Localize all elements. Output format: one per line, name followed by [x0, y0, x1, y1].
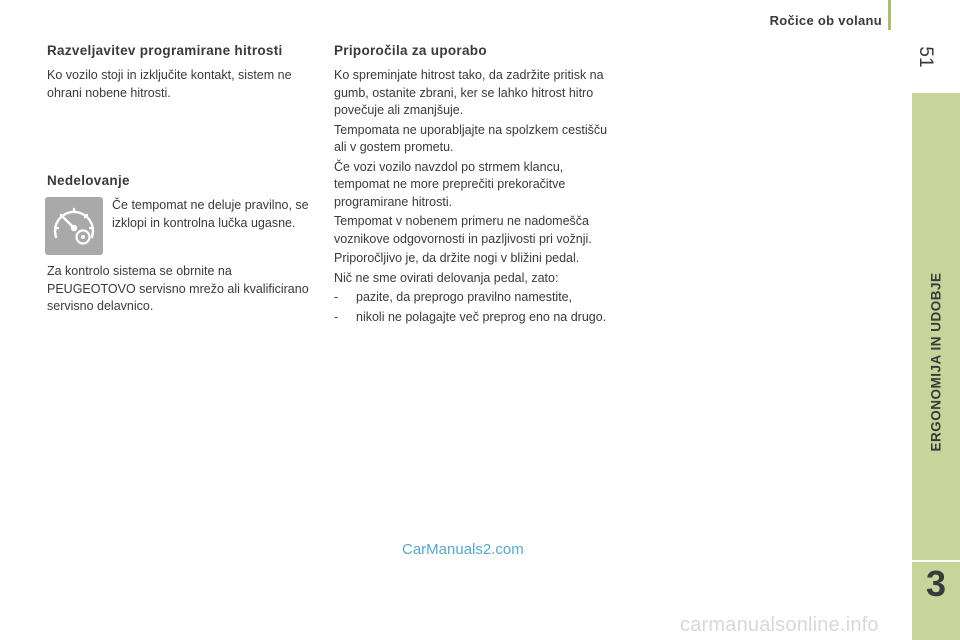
- heading-recommendations: Priporočila za uporabo: [334, 43, 487, 58]
- list-item: [334, 309, 614, 327]
- heading-malfunction: Nedelovanje: [47, 173, 130, 188]
- watermark-carmanuals2[interactable]: CarManuals2.com: [402, 541, 524, 558]
- chapter-number: 3: [925, 563, 947, 604]
- recommendation-paragraph: Tempomat v nobenem primeru ne nadomešča voznikove odgovornosti in pazljivosti pri vožnji.: [334, 214, 592, 246]
- page-number: 51: [915, 46, 936, 68]
- recommendation-paragraph: Nič ne sme ovirati delovanja pedal, zato:: [334, 270, 559, 285]
- speed-cancel-text: Ko vozilo stoji in izključite kontakt, sistem ne ohrani nobene hitrosti.: [47, 68, 292, 100]
- recommendation-paragraph: Ko spreminjate hitrost tako, da zadržite pritisk na gumb, ostanite zbrani, ker se lahko hitrost hitro povečuje ali zmanjšuje.: [334, 68, 604, 117]
- malfunction-text: Če tempomat ne deluje pravilno, se izklopi in kontrolna lučka ugasne.: [112, 198, 309, 230]
- pedal-list: [334, 289, 614, 326]
- list-dash: -: [334, 290, 339, 304]
- recommendation-paragraph: Priporočljivo je, da držite nogi v bližini pedal.: [334, 251, 580, 265]
- service-text: Za kontrolo sistema se obrnite na PEUGEOTOVO servisno mrežo ali kvalificirano servisno delavnico.: [47, 264, 309, 313]
- watermark-carmanualsonline: carmanualsonline.info: [680, 614, 879, 636]
- page-header-title: Ročice ob volanu: [769, 13, 882, 28]
- header-rule: [888, 0, 891, 30]
- right-column: [334, 43, 614, 328]
- recommendation-paragraph: Tempomata ne uporabljajte na spolzkem cestišču ali v gostem prometu.: [334, 122, 608, 154]
- list-dash: -: [334, 309, 339, 324]
- cruise-control-warning-icon: [45, 197, 103, 255]
- chapter-section-label: ERGONOMIJA IN UDOBJE: [928, 272, 944, 452]
- list-item: [334, 289, 614, 307]
- heading-speed-cancel: Razveljavitev programirane hitrosti: [47, 43, 283, 58]
- left-column: [47, 43, 322, 102]
- band-divider: [912, 560, 960, 562]
- list-item-text: pazite, da preprogo pravilno namestite,: [356, 290, 573, 304]
- recommendation-paragraph: Če vozi vozilo navzdol po strmem klancu, tempomat ne more preprečiti prekoračitve programirane hitrosti.: [334, 159, 566, 209]
- list-item-text: nikoli ne polagajte več preprog eno na drugo.: [356, 309, 607, 324]
